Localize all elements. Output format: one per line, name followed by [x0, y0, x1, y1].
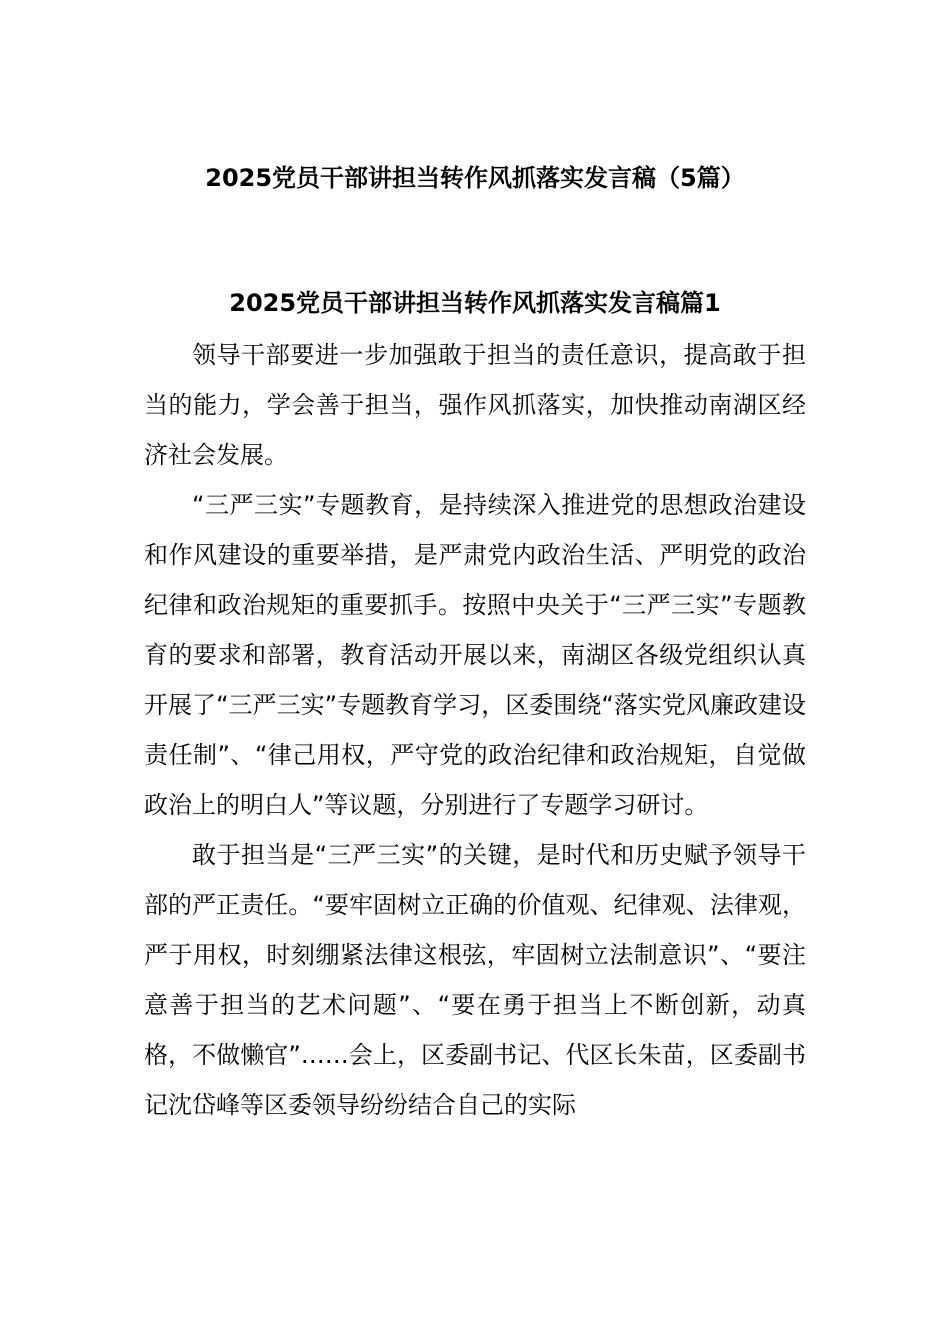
paragraph-3: 敢于担当是“三严三实”的关键，是时代和历史赋予领导干部的严正责任。“要牢固树立正确的价值观、纪律观、法律观，严于用权，时刻绷紧法律这根弦，牢固树立法制意识”、“要注意善于担当的艺术问题”、“要在勇于担当上不断创新，动真格，不做懒官”……会上，区委副书记、代区长朱苗，区委副书记沈岱峰等区委领导纷纷结合自己的实际 [144, 841, 806, 1119]
paragraph-1: 领导干部要进一步加强敢于担当的责任意识，提高敢于担当的能力，学会善于担当，强作风抓落实，加快推动南湖区经济社会发展。 [144, 341, 806, 469]
document-body [144, 330, 806, 1130]
paragraph-2: “三严三实”专题教育，是持续深入推进党的思想政治建设和作风建设的重要举措，是严肃党内政治生活、严明党的政治纪律和政治规矩的重要抓手。按照中央关于“三严三实”专题教育的要求和部署，教育活动开展以来，南湖区各级党组织认真开展了“三严三实”专题教育学习，区委围绕“落实党风廉政建设责任制”、“律己用权，严守党的政治纪律和政治规矩，自觉做政治上的明白人”等议题，分别进行了专题学习研讨。 [144, 491, 806, 819]
section-title: 2025党员干部讲担当转作风抓落实发言稿篇1 [229, 289, 721, 317]
document-title: 2025党员干部讲担当转作风抓落实发言稿（5篇） [205, 164, 745, 192]
